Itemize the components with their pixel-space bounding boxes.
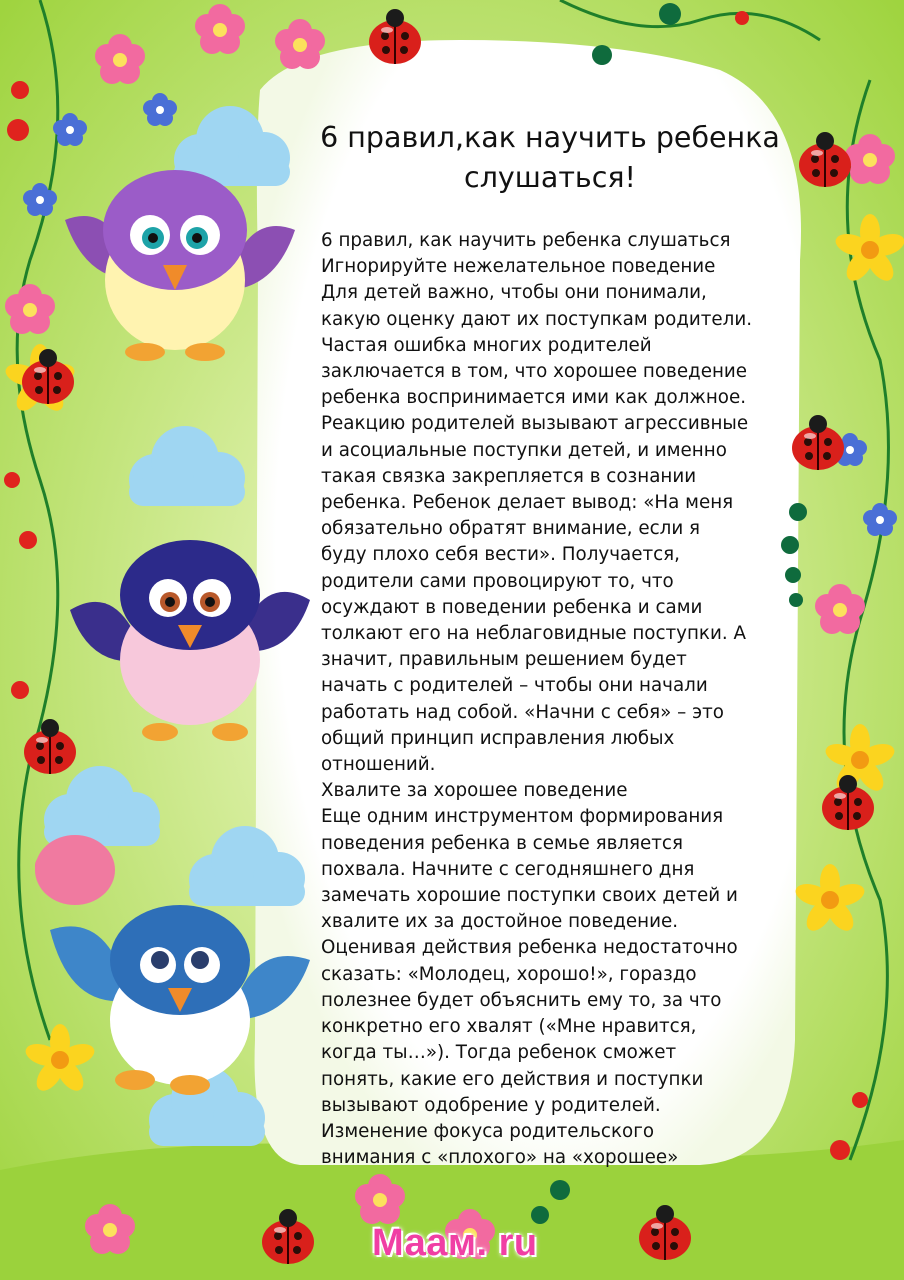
body-line: Реакцию родителей вызывают агрессивные xyxy=(321,413,749,435)
body-line: начать с родителей – чтобы они начали xyxy=(321,675,708,697)
body-line: сказать: «Молодец, хорошо!», гораздо xyxy=(321,963,697,985)
body-line: буду плохо себя вести». Получается, xyxy=(321,544,680,566)
body-line: родители сами провоцируют то, что xyxy=(321,570,674,592)
body-line: когда ты…»). Тогда ребенок сможет xyxy=(321,1042,677,1064)
body-line: осуждают в поведении ребенка и сами xyxy=(321,596,703,618)
body-line: вызывают одобрение у родителей. xyxy=(321,1094,661,1116)
article-body xyxy=(321,228,791,1171)
body-line: Частая ошибка многих родителей xyxy=(321,334,652,356)
section-heading: Хвалите за хорошее поведение xyxy=(321,780,628,802)
body-line: общий принцип исправления любых xyxy=(321,727,675,749)
site-watermark: Маам. ru xyxy=(372,1222,538,1264)
body-line: понять, какие его действия и поступки xyxy=(321,1068,704,1090)
body-line: такая связка закрепляется в сознании xyxy=(321,465,697,487)
body-line: замечать хорошие поступки своих детей и xyxy=(321,885,738,907)
body-line: Еще одним инструментом формирования xyxy=(321,806,724,828)
page-title xyxy=(300,118,800,198)
body-line: похвала. Начните с сегодняшнего дня xyxy=(321,858,695,880)
title-line: 6 правил,как научить ребенка xyxy=(320,121,780,154)
body-line: заключается в том, что хорошее поведение xyxy=(321,361,748,383)
body-line: поведения ребенка в семье является xyxy=(321,832,683,854)
body-line: обязательно обратят внимание, если я xyxy=(321,518,701,540)
body-line: отношений. xyxy=(321,754,436,776)
body-line: работать над собой. «Начни с себя» – это xyxy=(321,701,724,723)
body-line: конкретно его хвалят («Мне нравится, xyxy=(321,1016,697,1038)
body-line: толкают его на неблаговидные поступки. А xyxy=(321,623,746,645)
body-line: внимания с «плохого» на «хорошее» xyxy=(321,1147,679,1169)
body-line: полезнее будет объяснить ему то, за что xyxy=(321,989,722,1011)
body-line: ребенка воспринимается ими как должное. xyxy=(321,387,747,409)
body-line: значит, правильным решением будет xyxy=(321,649,687,671)
body-line: 6 правил, как научить ребенка слушаться xyxy=(321,230,731,251)
body-line: Оценивая действия ребенка недостаточно xyxy=(321,937,738,959)
body-line: Изменение фокуса родительского xyxy=(321,1120,654,1142)
body-line: и асоциальные поступки детей, и именно xyxy=(321,439,727,461)
body-line: Для детей важно, чтобы они понимали, xyxy=(321,282,707,304)
body-line: Игнорируйте нежелательное поведение xyxy=(321,256,716,278)
title-line: слушаться! xyxy=(464,161,636,194)
body-line: какую оценку дают их поступкам родители. xyxy=(321,308,753,330)
body-line: хвалите их за достойное поведение. xyxy=(321,911,679,933)
body-line: ребенка. Ребенок делает вывод: «На меня xyxy=(321,492,734,514)
